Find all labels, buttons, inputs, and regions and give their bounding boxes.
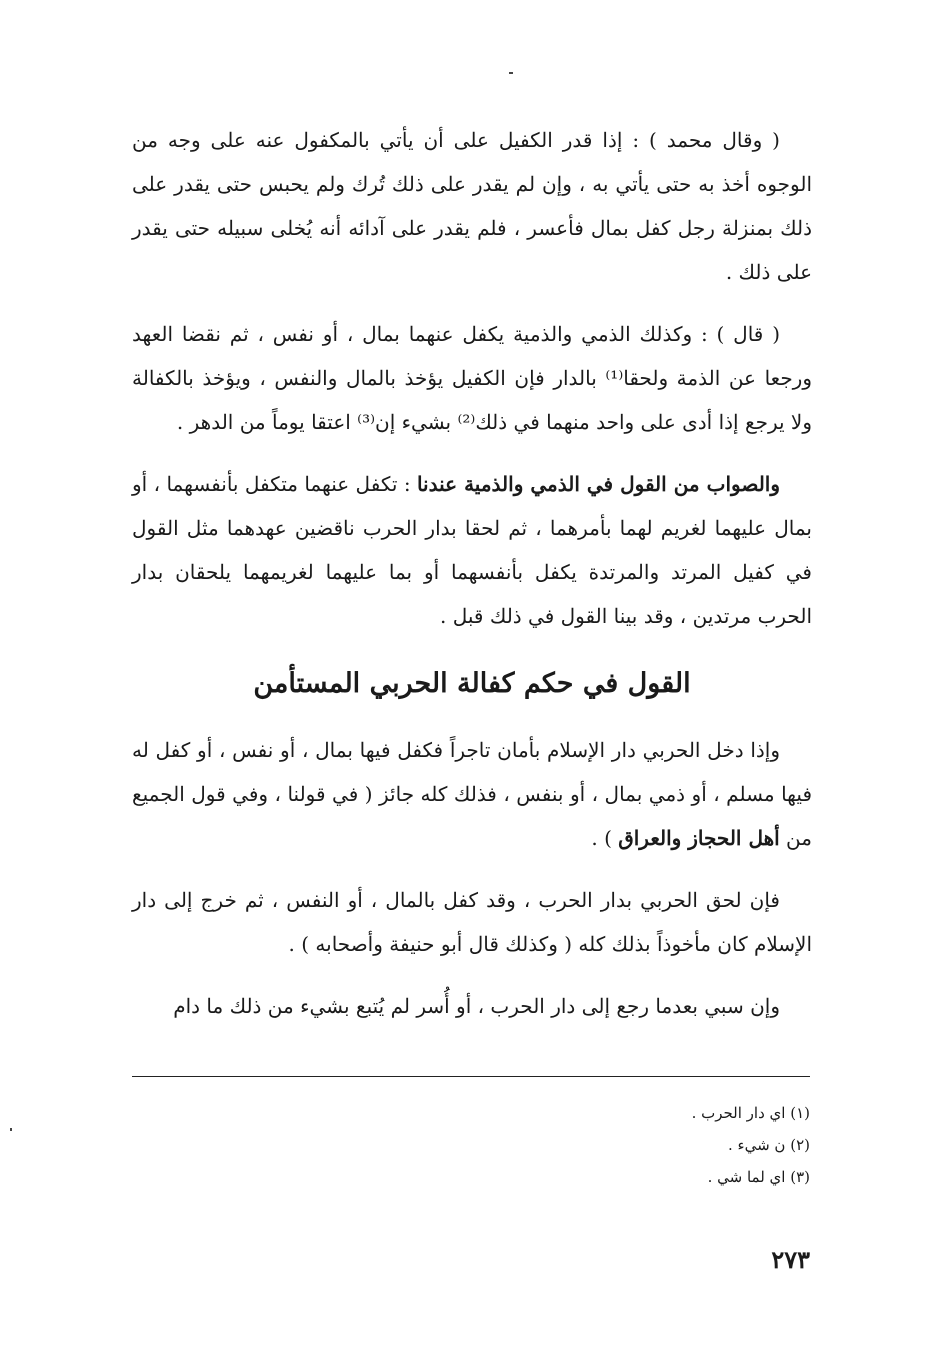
footnote-1: (١) اي دار الحرب .: [691, 1104, 810, 1122]
paragraph-3: [132, 462, 812, 638]
footnote-3: (٣) اي لما شي .: [707, 1168, 810, 1186]
page-number: ٢٧٣: [771, 1245, 810, 1274]
paragraph-3-bold-lead: والصواب من القول في الذمي والذمية عندنا: [416, 472, 780, 496]
paragraph-4-text-a: وإذا دخل الحربي دار الإسلام بأمان تاجراً فكفل فيها بمال ، أو نفس ، أو كفل له فيها مسلم ، أو ذمي بمال ، أو بنفس ، فذلك كله جائز ( في قولنا ، وفي قول الجميع من: [132, 738, 813, 850]
paragraph-2: ( قال ) : وكذلك الذمي والذمية يكفل عنهما بمال ، أو نفس ، ثم نقضا العهد ورجعا عن الذمة ولحقا⁽¹⁾ بالدار فإن الكفيل يؤخذ بالمال والنفس ، ويؤخذ بالكفالة ولا يرجع إذا أدى على واحد منهما في ذلك⁽²⁾ بشيء إن⁽³⁾ اعتقا يوماً من الدهر .: [132, 322, 812, 434]
ink-speck: [10, 1128, 12, 1131]
paragraph-1: ( وقال محمد ) : إذا قدر الكفيل على أن يأتي بالمكفول عنه على وجه من الوجوه أخذ به حتى يأتي به ، وإن لم يقدر على ذلك تُرك ولم يحبس حتى يقدر على ذلك بمنزلة رجل كفل بمال فأعسر ، فلم يقدر على آدائه أنه يُخلى سبيله حتى يقدر على ذلك .: [132, 128, 812, 284]
paragraph-4-text-b: ) .: [591, 826, 619, 850]
section-heading: القول في حكم كفالة الحربي المستأمن: [253, 668, 691, 699]
footnotes: [132, 1098, 810, 1194]
footnote-divider: [132, 1076, 810, 1077]
paragraph-6: وإن سبي بعدما رجع إلى دار الحرب ، أو أُسر لم يُتبع بشيء من ذلك ما دام: [173, 994, 780, 1018]
paragraph-4-bold: أهل الحجاز والعراق: [618, 826, 780, 850]
ink-speck: [509, 72, 513, 74]
paragraph-4: [132, 728, 812, 860]
page-body: [132, 118, 812, 1046]
paragraph-5: فإن لحق الحربي بدار الحرب ، وقد كفل بالمال ، أو النفس ، ثم خرج إلى دار الإسلام كان مأخوذاً بذلك كله ( وكذلك قال أبو حنيفة وأصحابه ) .: [132, 888, 812, 956]
paragraph-3-rest: : تكفل عنهما متكفل بأنفسهما ، أو بمال عليهما لغريم لهما بأمرهما ، ثم لحقا بدار الحرب ناقضين عهدهما مثل القول في كفيل المرتد والمرتدة يكفل بأنفسهما أو بما عليهما لغريمهما يلحقان بدار الحرب مرتدين ، وقد بينا القول في ذلك قبل .: [132, 472, 812, 628]
footnote-2: (٢) ن شيء .: [728, 1136, 810, 1154]
